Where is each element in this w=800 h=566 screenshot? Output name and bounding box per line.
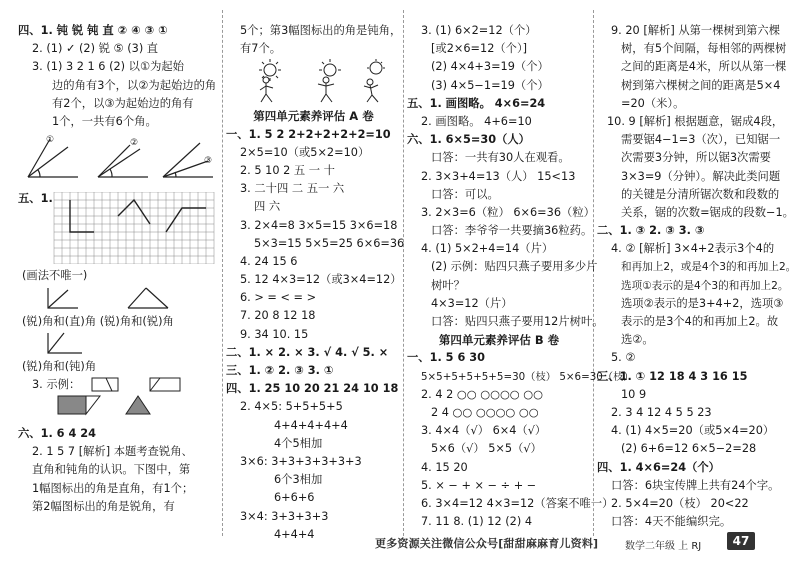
answer-line: 选项①表示的是4个3的和再加上2。 [621,279,789,292]
answer-line: 口答：李爷爷一共要摘36粒药。 [431,224,593,238]
answer-line: 5个；第3幅图标出的角是钝角， [240,24,402,37]
angle-ray-diagrams [18,133,218,183]
filled-shapes [18,394,218,416]
answer-line: 五、1. [18,192,53,206]
answer-line: 2. 3 4 12 4 5 5 23 [611,405,712,419]
answer-line: 口答：一共有30人在观看。 [431,151,570,165]
answer-line: 9. 34 10. 15 [240,327,309,341]
answer-line: 的关键是分清所锯次数和段数的 [621,187,780,201]
answer-line: 六、1. 6×5=30（人） [407,133,530,147]
grid-drawing [18,192,218,264]
answer-line: 一、1. 5 2 2+2+2+2+2=10 [226,127,391,141]
answer-line: 2. 3×3+4=13（人） 15<13 [421,169,576,183]
answer-line: 边的角有3个，以②为起始边的角 [52,78,217,92]
answer-line: 5×5+5+5+5+5=30（枝） 5×6=30（枝） [421,370,634,383]
page-number: 47 [727,532,755,550]
answer-line: 表示的是3个4的和再加上2。故 [621,315,779,328]
answer-line: 第2幅图标出的角是锐角，有 [32,499,175,513]
answer-line: 3×6: 3+3+3+3+3+3 [240,454,362,468]
answer-line: 之间的距离是4米，所以从第一棵 [621,60,787,74]
answer-line: 4. (1) 4×5=20（或5×4=20） [611,424,775,438]
answer-line: 2. (1) ✓ (2) 锐 ⑤ (3) 直 [32,42,159,56]
column-divider-1 [222,10,223,536]
answer-line: 6. > = < = > [240,291,317,305]
shape-example-row [18,376,218,394]
answer-line: 2. 5×4=20（枝） 20<22 [611,496,749,510]
footer-note: 更多资源关注微信公众号[甜甜麻麻育儿资料] [375,537,599,550]
answer-line: 四 六 [254,200,281,214]
answer-line: 有7个。 [240,42,282,56]
answer-line: 2 4 ○○ ○○○○ ○○ [431,405,539,419]
answer-line: (锐)角和(直)角 (锐)角和(锐)角 [22,314,174,328]
answer-line: 2. 4 2 ○○ ○○○○ ○○ [421,387,543,401]
answer-line: 4×3=12（片） [431,296,513,310]
answer-line: 3. 2×4=8 3×5=15 3×6=18 [240,218,398,232]
answer-line: [或2×6=12（个）] [431,42,528,56]
answer-line: 4. (1) 5×2+4=14（片） [421,242,554,256]
answer-line: 4+4+4 [274,527,315,541]
answer-line: 6个3相加 [274,473,323,487]
answer-line: 2. 5 10 2 五 一 十 [240,163,335,177]
sun-and-stick-figures [226,58,401,104]
answer-line: 三、1. ① 12 18 4 3 16 15 [597,369,748,383]
answer-line: (2) 6+6=12 6×5−2=28 [621,442,757,456]
answer-line: 四、1. 钝 锐 钝 直 ② ④ ③ ① [18,24,168,37]
svg-text:③: ③ [204,156,213,167]
answer-line: 口答：可以。 [431,187,499,201]
answer-line: 选项②表示的是3+4+2，选项③ [621,296,784,310]
answer-line: 1个，一共有6个角。 [52,114,157,128]
answer-line: 5. ② [611,351,636,365]
answer-line: 6+6+6 [274,491,315,505]
answer-line: 10. 9 [解析] 根据题意，锯成4段， [607,114,784,128]
answer-column-4 [597,22,797,531]
answer-column-2 [226,22,405,544]
answer-line: 4+4+4+4+4 [274,418,348,432]
answer-line: =20（米）。 [621,96,685,110]
answer-line: 树，有5个间隔，每相邻的两棵树 [621,42,787,56]
answer-line: 3×3=9（分钟）。解决此类问题 [621,169,781,183]
answer-line: (2) 4×4+3=19（个） [431,60,549,74]
answer-line: 4个5相加 [274,436,323,450]
answer-line: 二、1. ③ 2. ③ 3. ③ [597,224,705,238]
answer-line: 关系，锯的次数=锯成的段数−1。 [621,205,794,219]
answer-line: 4. 24 15 6 [240,254,298,268]
answer-line: (3) 4×5−1=19（个） [431,78,549,92]
answer-line: 树到第六棵树之间的距离是5×4 [621,78,781,92]
answer-line: 5×6（√） 5×5（√） [431,442,542,456]
answer-line: 5×3=15 5×5=25 6×6=36 [254,236,405,250]
book-tag: 数学二年级 上 RJ [625,541,702,552]
answer-line: (2) 示例：贴四只燕子要用多少片 [431,260,598,274]
answer-line: 五、1. 画图略。 4×6=24 [407,96,546,110]
svg-text:②: ② [130,138,139,149]
answer-line: 3×4: 3+3+3+3 [240,509,329,523]
answer-line: 四、1. 25 10 20 21 24 10 18 [226,382,399,396]
answer-line: 10 9 [621,387,647,401]
angle-pair-drawing-2 [18,331,218,355]
answer-line: 7. 11 8. (1) 12 (2) 4 [421,515,533,529]
answer-line: 一、1. 5 6 30 [407,351,485,365]
answer-line: 2. 4×5: 5+5+5+5 [240,400,343,414]
shape-examples [90,376,200,394]
answer-line: 树叶？ [431,278,465,292]
answer-line: (画法不唯一) [22,269,88,283]
answer-line: 3. 2×3=6（粒） 6×6=36（粒） [421,205,595,219]
answer-line: 需要锯4−1=3（次），已知锯一 [621,133,781,147]
answer-line: 3. 4×4（√） 6×4（√） [421,424,547,438]
answer-line: 三、1. ② 2. ③ 3. ① [226,364,334,377]
answer-line: 2×5=10（或5×2=10） [240,145,370,159]
section-title: 第四单元素养评估 A 卷 [253,109,374,124]
column-divider-2 [403,10,404,536]
answer-line: 3. (1) 6×2=12（个） [421,24,537,37]
answer-line: 5. 12 4×3=12（或3×4=12） [240,273,402,287]
answer-line: 口答：贴四只燕子要用12片树叶。 [431,315,604,328]
answer-line: 4. 15 20 [421,460,468,474]
answer-line: 1幅图标出的角是直角，有1个； [32,481,194,495]
answer-line: 次需要3分钟，所以锯3次需要 [621,151,771,165]
answer-line: 选②。 [621,333,654,347]
section-title: 第四单元素养评估 B 卷 [438,333,560,348]
answer-line: 2. 1 5 7 [解析] 本题考查锐角、 [32,445,193,459]
answer-line: 直角和钝角的认识。下图中，第 [32,463,191,477]
answer-line: 7. 20 8 12 18 [240,309,316,323]
angle-pairs-drawing [18,286,218,310]
answer-line: 六、1. 6 4 24 [18,427,96,441]
answer-line: 和再加上2，或是4个3的和再加上2。 [621,261,797,274]
answer-line: 3. 示例： [32,377,81,391]
answer-line: 口答：6块宝传牌上共有24个字。 [611,478,780,492]
answer-line: 6. 3×4=12 4×3=12（答案不唯一） [421,496,614,510]
answer-line: 二、1. × 2. × 3. √ 4. √ 5. × [226,345,389,359]
answer-line: 4. ② [解析] 3×4+2表示3个4的 [611,242,775,256]
answer-column-1 [18,22,218,516]
answer-line: 5. × − + × − ÷ + − [421,478,537,492]
answer-line: 口答：4天不能编织完。 [611,515,732,529]
answer-line: 9. 20 [解析] 从第一棵树到第六棵 [611,24,781,37]
answer-line: 有2个，以③为起始边的角有 [52,96,194,110]
svg-text:①: ① [46,135,55,146]
answer-line: 2. 画图略。 4+6=10 [421,114,532,128]
answer-line: 3. 二十四 二 五一 六 [240,182,345,196]
answer-line: (锐)角和(钝)角 [22,359,97,373]
answer-line: 四、1. 4×6=24（个） [597,460,720,474]
answer-line: 3. (1) 3 2 1 6 (2) 以①为起始 [32,60,184,74]
